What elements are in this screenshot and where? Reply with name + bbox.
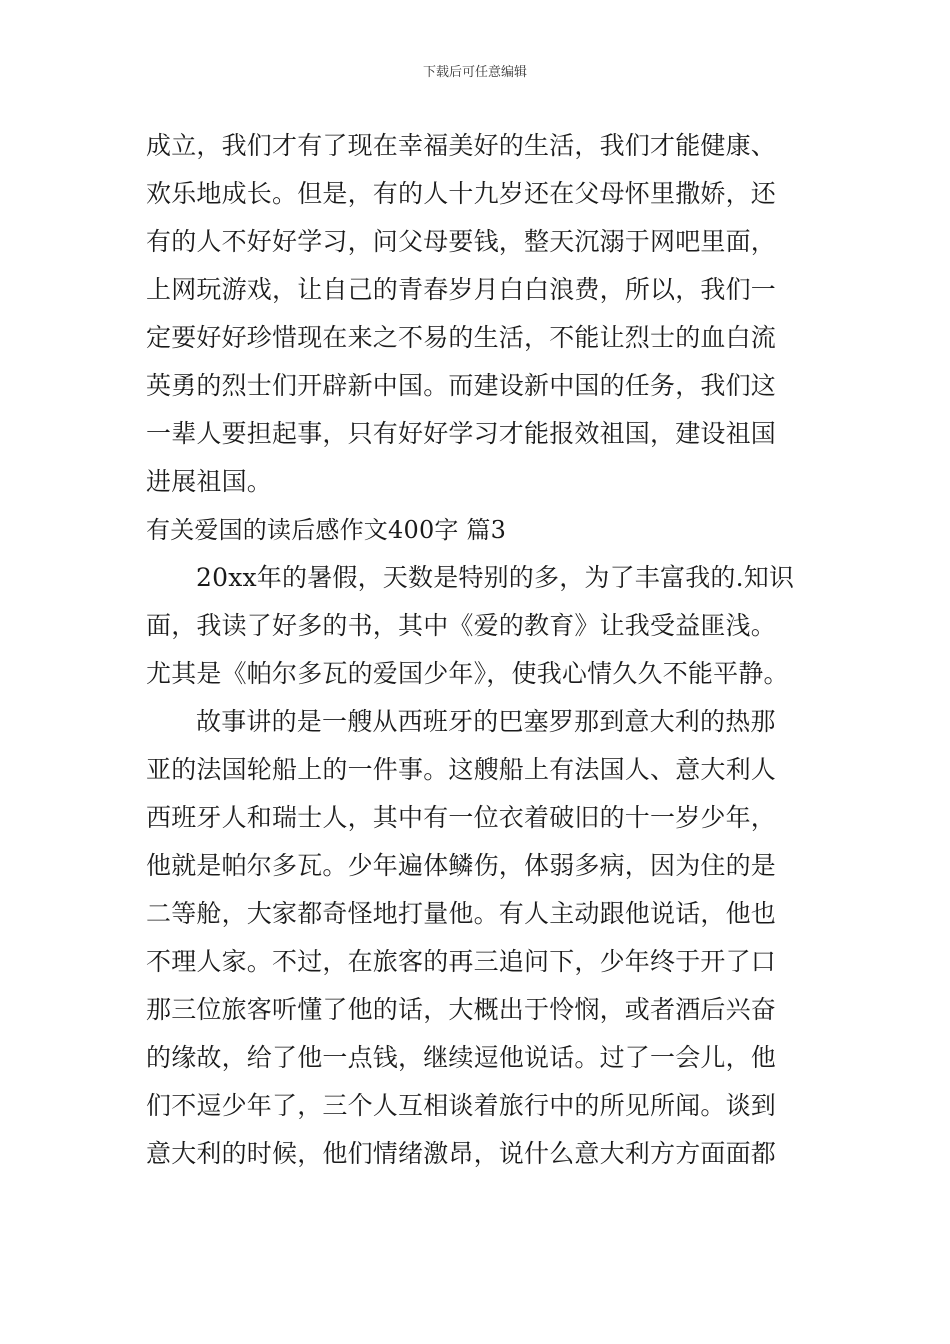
text-line: 进展祖国。 xyxy=(146,467,273,496)
text-line: 成立，我们才有了现在幸福美好的生活，我们才能健康、 xyxy=(146,131,777,160)
text-line: 不理人家。不过，在旅客的再三追问下，少年终于开了口 xyxy=(146,947,777,976)
text-line: 有的人不好好学习，问父母要钱，整天沉溺于网吧里面， xyxy=(146,227,777,256)
text-line: 意大利的时候，他们情绪激昂，说什么意大利方方面面都 xyxy=(146,1139,777,1168)
text-line: 二等舱，大家都奇怪地打量他。有人主动跟他说话，他也 xyxy=(146,899,777,928)
text-line: 定要好好珍惜现在来之不易的生活，不能让烈士的血白流 xyxy=(146,323,777,352)
text-line: 他就是帕尔多瓦。少年遍体鳞伤，体弱多病，因为住的是 xyxy=(146,851,777,880)
text-line: 故事讲的是一艘从西班牙的巴塞罗那到意大利的热那 xyxy=(196,707,776,736)
page-header: 下载后可任意编辑 xyxy=(422,65,527,80)
text-line: 们不逗少年了，三个人互相谈着旅行中的所见所闻。谈到 xyxy=(146,1091,777,1120)
text-line: 20xx年的暑假，天数是特别的多，为了丰富我的.知识 xyxy=(196,563,795,592)
text-line: 亚的法国轮船上的一件事。这艘船上有法国人、意大利人 xyxy=(146,755,777,784)
text-line: 一辈人要担起事，只有好好学习才能报效祖国，建设祖国 xyxy=(146,419,777,448)
section-heading: 有关爱国的读后感作文400字 篇3 xyxy=(146,516,507,544)
text-line: 西班牙人和瑞士人，其中有一位衣着破旧的十一岁少年， xyxy=(146,803,777,832)
text-line: 的缘故，给了他一点钱，继续逗他说话。过了一会儿，他 xyxy=(146,1043,777,1072)
text-line: 上网玩游戏，让自己的青春岁月白白浪费，所以，我们一 xyxy=(146,275,777,304)
text-line: 尤其是《帕尔多瓦的爱国少年》，使我心情久久不能平静。 xyxy=(146,659,789,688)
text-line: 欢乐地成长。但是，有的人十九岁还在父母怀里撒娇，还 xyxy=(146,179,777,208)
body-text xyxy=(146,122,826,1178)
text-line: 面，我读了好多的书，其中《爱的教育》让我受益匪浅。 xyxy=(146,611,777,640)
text-line: 英勇的烈士们开辟新中国。而建设新中国的任务，我们这 xyxy=(146,371,777,400)
text-line: 那三位旅客听懂了他的话，大概出于怜悯，或者酒后兴奋 xyxy=(146,995,777,1024)
